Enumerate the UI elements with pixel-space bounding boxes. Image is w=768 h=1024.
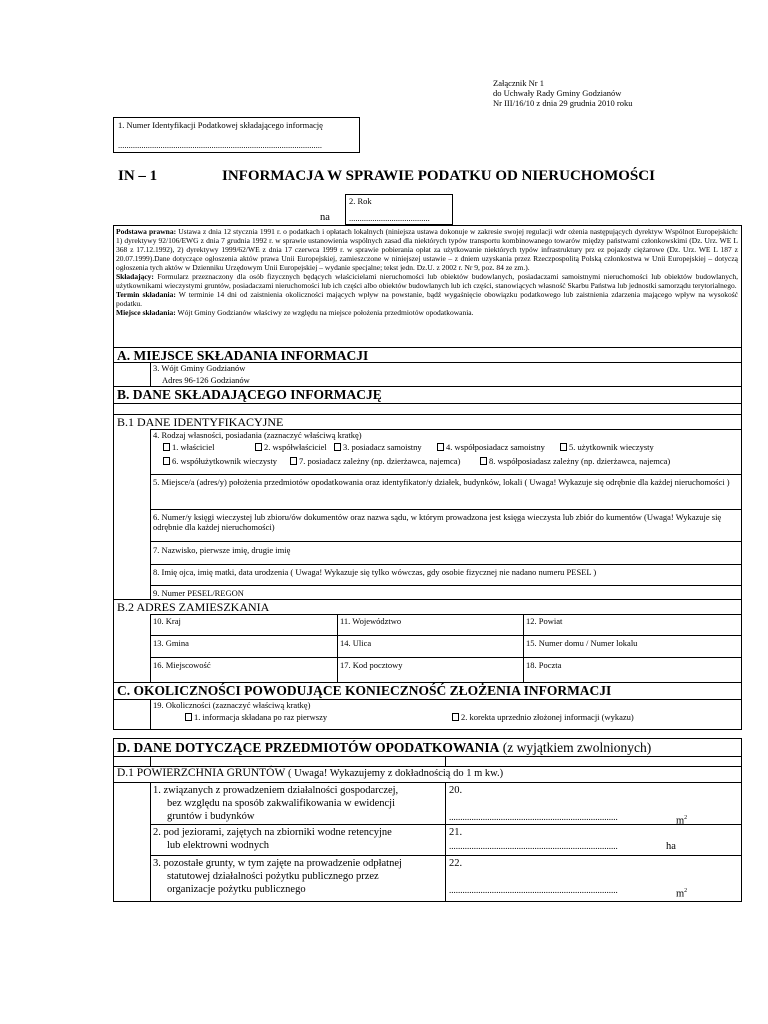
postal-code-field[interactable]: 17. Kod pocztowy [340,660,403,670]
land-business-row: 1. związanych z prowadzeniem działalności gospodarczej, bez względu na sposób zakwalifikowania w ewidencji gruntów i budynków [153,785,399,822]
field-20-unit: $m^2$ [676,815,688,827]
land-register-field[interactable]: 6. Numer/y księgi wieczystej lub zbioru/ów dokumentów oraz nazwa sądu, w którym prowadzona jest księga wieczysta lub zbiór do kumentów (Uwaga! Wykazuje się odrębnie dla każdej nieruchomości) [153,512,722,532]
place-text: Wójt Gminy Godzianów właściwy ze względu na miejsce położenia przedmiotów opodatkowania. [177,308,474,317]
section-c-title: C. OKOLICZNOŚCI POWODUJĄCE KONIECZNOŚĆ ZŁOŻENIA INFORMACJI [117,683,612,698]
annex-line-3: Nr III/16/10 z dnia 29 grudnia 2010 roku [493,98,633,108]
nip-label: 1. Numer Identyfikacji Podatkowej składającego informację [118,120,323,130]
b2-title: B.2 ADRES ZAMIESZKANIA [117,600,270,614]
circumstance-correction[interactable]: 2. korekta uprzednio złożonej informacji (wykazu) [452,712,634,722]
annex-line-1: Załącznik Nr 1 [493,78,544,88]
voivodeship-field[interactable]: 11. Województwo [340,616,402,626]
checkbox-icon [452,713,459,721]
submitter-text: Formularz przeznaczony dla osób fizycznych będących właścicielami nieruchomości lub obiektów budowlanych, posiadaczami samoistnymi nieruchomości lub obiektów budowlanych, użytkownikami wieczystymi gruntów, posiadaczami nieruchomości lub ich części albo obiektów budowlanych lub ich części, stanowiących własność Skarbu Państwa lub jednostki samorządu terytorialnego. [116,272,738,290]
pesel-regon-field[interactable]: 9. Numer PESEL/REGON [153,588,244,598]
post-office-field[interactable]: 18. Poczta [526,660,562,670]
land-water-row: 2. pod jeziorami, zajętych na zbiorniki wodne retencyjne lub elektrowni wodnych [153,827,392,851]
ownership-opt-3[interactable]: 3. posiadacz samoistny [334,442,422,452]
land-other-row: 3. pozostałe grunty, w tym zajęte na prowadzenie odpłatnej statutowej działalności pożytku publicznego przez organizacje pożytku publicznego [153,858,402,895]
checkbox-icon [163,457,170,465]
form-code: IN – 1 [118,168,158,184]
legal-basis-text: Ustawa z dnia 12 stycznia 1991 r. o podatkach i opłatach lokalnych (niniejsza ustawa dokonuje w zakresie swojej regulacji wdr ożenia następujących dyrektyw Wspólnot Europejskich: 1) dyrektywy 92/106/EWG z dnia 7 grudnia 1992 r. w sprawie ustanowienia wspólnych zasad dla niektórych typów transportu kombinowanego towarów między państwami członkowskimi (Dz. Urz. WE L 368 z 17.12.1992), 2) dyrektywy 1999/62/WE z dnia 17 czerwca 1999 r. w sprawie pobierania opłat za użytkowanie niektórych typów infrastruktury prz ez pojazdy ciężarowe (Dz. Urz. WE L 187 z 20.07.1999).Dane dotyczące ogłoszenia aktów prawa Unii Europejskiej, zamieszczone w niniejszej ustawie – z dniem uzyskania przez Rzeczpospolitą Polską członkostwa w Unii Europejskiej – dotyczą ogłoszenia tych aktów w Dzienniku Urzędowym Unii Europejskiej – wydanie specjalne; tekst jedn. Dz.U. z 2002 r. Nr 9, poz. 84 ze zm.). [116,227,739,272]
annex-line-2: do Uchwały Rady Gminy Godzianów [493,88,622,98]
nip-dots: ................................................................................................ [118,140,322,150]
checkbox-icon [480,457,487,465]
year-dots: ...................................... [349,213,430,223]
b1-title: B.1 DANE IDENTYFIKACYJNE [117,415,284,429]
full-name-field[interactable]: 7. Nazwisko, pierwsze imię, drugie imię [153,545,291,555]
checkbox-icon [437,443,444,451]
circumstances-label: 19. Okoliczności (zaznaczyć właściwą kratkę) [153,700,311,710]
checkbox-icon [290,457,297,465]
checkbox-icon [334,443,341,451]
ownership-opt-8[interactable]: 8. współposiadasz zależny (np. dzierżawca, najemca) [480,456,670,466]
deadline-text: W terminie 14 dni od zaistnienia okoliczności mających wpływ na powstanie, bądź wygaśnięcie obowiązku podatkowego lub zaistnienia zdarzenia mającego wpływ na wysokość podatku. [116,290,738,308]
field-22-number: 22. [449,858,463,869]
authority-label: 3. Wójt Gminy Godzianów [153,363,246,373]
ownership-opt-2[interactable]: 2. współwłaściciel [255,442,327,452]
field-21-unit: ha [666,841,676,852]
legal-basis-label: Podstawa prawna: [116,227,177,236]
year-prefix: na [320,212,330,223]
ownership-opt-5[interactable]: 5. użytkownik wieczysty [560,442,654,452]
submitter-label: Składający: [116,272,154,281]
ownership-opt-7[interactable]: 7. posiadacz zależny (np. dzierżawca, najemca) [290,456,460,466]
ownership-opt-4[interactable]: 4. współposiadacz samoistny [437,442,545,452]
field-22-unit: $m^2$ [676,888,688,900]
checkbox-icon [255,443,262,451]
place-label: Miejsce składania: [116,308,176,317]
field-22-input[interactable]: ........................................................................... [449,885,618,895]
nip-field[interactable] [113,117,360,153]
checkbox-icon [185,713,192,721]
ownership-opt-6[interactable]: 6. współużytkownik wieczysty [163,456,277,466]
municipality-field[interactable]: 13. Gmina [153,638,189,648]
ownership-opt-1[interactable]: 1. właściciel [163,442,214,452]
legal-basis [116,227,738,317]
checkbox-icon [163,443,170,451]
deadline-label: Termin składania: [116,290,176,299]
country-field[interactable]: 10. Kraj [153,616,181,626]
checkbox-icon [560,443,567,451]
circumstance-first[interactable]: 1. informacja składana po raz pierwszy [185,712,327,722]
authority-address: Adres 96-126 Godzianów [162,375,250,385]
section-d-title: D. DANE DOTYCZĄCE PRZEDMIOTÓW OPODATKOWANIA (z wyjątkiem zwolnionych) [117,740,652,755]
property-location-field[interactable]: 5. Miejsce/a (adres/y) położenia przedmiotów opodatkowania oraz identyfikator/y działek, budynków, lokali ( Uwaga! Wykazuje się odrębnie dla każdej nieruchomości ) [153,477,730,487]
field-20-input[interactable]: ........................................................................... [449,812,618,822]
year-field[interactable] [345,194,453,225]
section-a-title: A. MIEJSCE SKŁADANIA INFORMACJI [117,348,369,363]
field-21-input[interactable]: ........................................................................... [449,841,618,851]
d1-title: D.1 POWIERZCHNIA GRUNTÓW ( Uwaga! Wykazujemy z dokładnością do 1 m kw.) [117,767,504,779]
parents-birthdate-field[interactable]: 8. Imię ojca, imię matki, data urodzenia ( Uwaga! Wykazuje się tylko wówczas, gdy osobie fizycznej nie nadano numeru PESEL ) [153,567,597,577]
district-field[interactable]: 12. Powiat [526,616,563,626]
house-number-field[interactable]: 15. Numer domu / Numer lokalu [526,638,638,648]
field-21-number: 21. [449,827,463,838]
locality-field[interactable]: 16. Miejscowość [153,660,211,670]
section-b-title: B. DANE SKŁADAJĄCEGO INFORMACJĘ [117,387,382,402]
form-title: INFORMACJA W SPRAWIE PODATKU OD NIERUCHOMOŚCI [222,168,655,184]
field-20-number: 20. [449,785,463,796]
ownership-type-label: 4. Rodzaj własności, posiadania (zaznaczyć właściwą kratkę) [153,430,362,440]
year-label: 2. Rok [349,196,372,206]
street-field[interactable]: 14. Ulica [340,638,372,648]
